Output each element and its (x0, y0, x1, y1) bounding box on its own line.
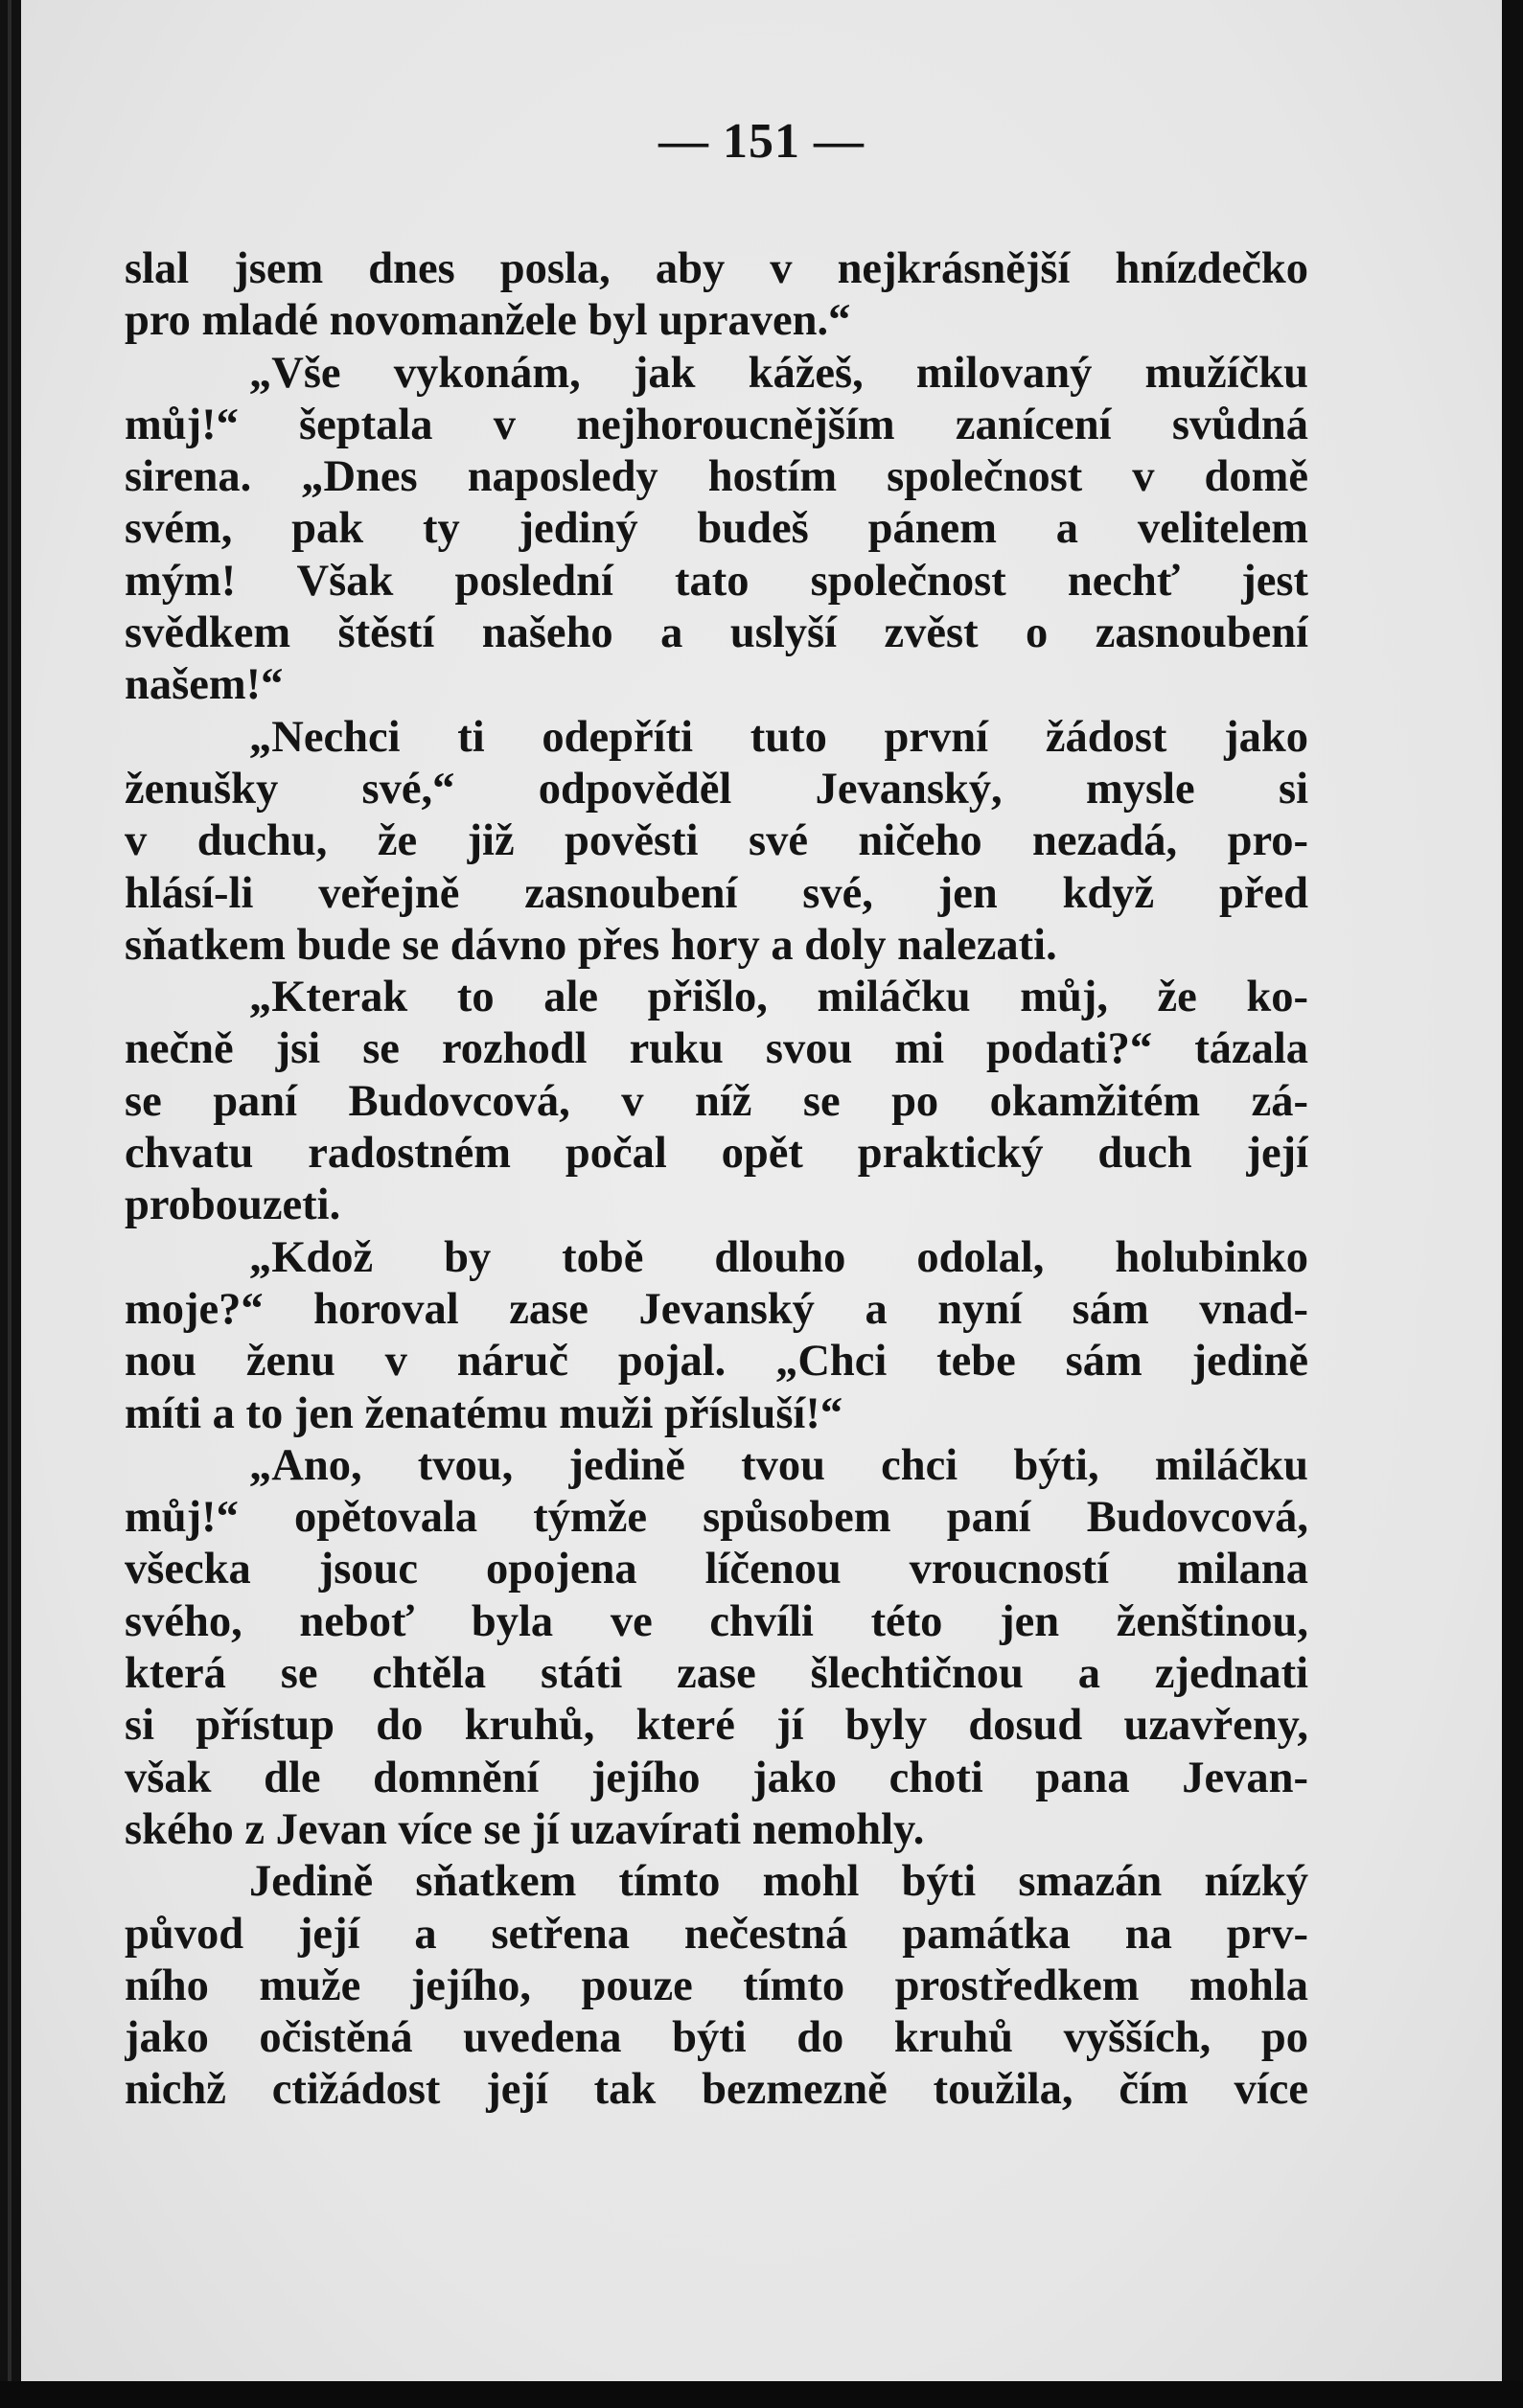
book-spine-edge (0, 0, 21, 2408)
text-line: probouzeti. (125, 1181, 341, 1230)
spine-line (8, 0, 12, 2408)
text-line: která se chtěla státi zase šlechtičnou a zjednati (125, 1649, 1308, 1699)
text-line: slal jsem dnes posla, aby v nejkrásnější hnízdečko (125, 244, 1308, 293)
text-line: „Vše vykonám, jak kážeš, milovaný mužíčku (249, 348, 1308, 398)
text-line: hlásí-li veřejně zasnoubení své, jen když před (125, 868, 1308, 918)
text-line: původ její a setřena nečestná památka na prv- (125, 1909, 1308, 1959)
text-line: jako očistěná uvedena býti do kruhů vyšších, po (125, 2013, 1308, 2063)
text-line: si přístup do kruhů, které jí byly dosud uzavřeny, (125, 1701, 1308, 1751)
text-line: ženušky své,“ odpověděl Jevanský, mysle si (125, 764, 1308, 814)
text-line: pro mladé novomanžele byl upraven.“ (125, 296, 851, 346)
text-line: našem!“ (125, 660, 284, 710)
text-line: všecka jsouc opojena líčenou vroucností milana (125, 1545, 1308, 1594)
text-line: nečně jsi se rozhodl ruku svou mi podati?“ tázala (125, 1024, 1308, 1074)
page-right-edge (1502, 0, 1523, 2408)
book-page (21, 0, 1502, 2381)
text-line: sňatkem bude se dávno přes hory a doly nalezati. (125, 920, 1057, 970)
text-line: v duchu, že již pověsti své ničeho nezadá, pro- (125, 816, 1308, 866)
text-line: mým! Však poslední tato společnost nechť jest (125, 556, 1308, 606)
text-line: však dle domnění jejího jako choti pana Jevan- (125, 1753, 1308, 1802)
text-line: „Kterak to ale přišlo, miláčku můj, že ko- (249, 973, 1308, 1022)
text-line: se paní Budovcová, v níž se po okamžitém zá- (125, 1076, 1308, 1126)
body-text (125, 243, 1308, 2117)
text-line: nichž ctižádost její tak bezmezně toužila, čím více (125, 2065, 1308, 2115)
text-line: „Kdož by tobě dlouho odolal, holubinko (249, 1232, 1308, 1282)
text-line: chvatu radostném počal opět praktický duch její (125, 1129, 1308, 1179)
text-line: sirena. „Dnes naposledy hostím společnost v domě (125, 452, 1308, 502)
text-line: „Nechci ti odepříti tuto první žádost jako (249, 712, 1308, 762)
text-line: nou ženu v náruč pojal. „Chci tebe sám jedině (125, 1337, 1308, 1387)
text-line: svědkem štěstí našeho a uslyší zvěst o zasnoubení (125, 608, 1308, 658)
text-line: ského z Jevan více se jí uzavírati nemohly. (125, 1804, 925, 1854)
text-line: můj!“ opětovala týmže spůsobem paní Budovcová, (125, 1493, 1308, 1543)
text-line: svého, neboť byla ve chvíli této jen ženštinou, (125, 1596, 1308, 1646)
page-number: — 151 — (658, 114, 865, 169)
text-line: moje?“ horoval zase Jevanský a nyní sám vnad- (125, 1284, 1308, 1334)
text-line: svém, pak ty jediný budeš pánem a velitelem (125, 504, 1308, 554)
text-line: míti a to jen ženatému muži přísluší!“ (125, 1388, 843, 1438)
text-line: Jedině sňatkem tímto mohl býti smazán nízký (249, 1857, 1308, 1907)
text-line: „Ano, tvou, jedině tvou chci býti, miláčku (249, 1440, 1308, 1490)
page-bottom-edge (0, 2381, 1523, 2408)
text-line: ního muže jejího, pouze tímto prostředkem mohla (125, 1961, 1308, 2010)
text-line: můj!“ šeptala v nejhoroucnějším zanícení svůdná (125, 400, 1308, 449)
